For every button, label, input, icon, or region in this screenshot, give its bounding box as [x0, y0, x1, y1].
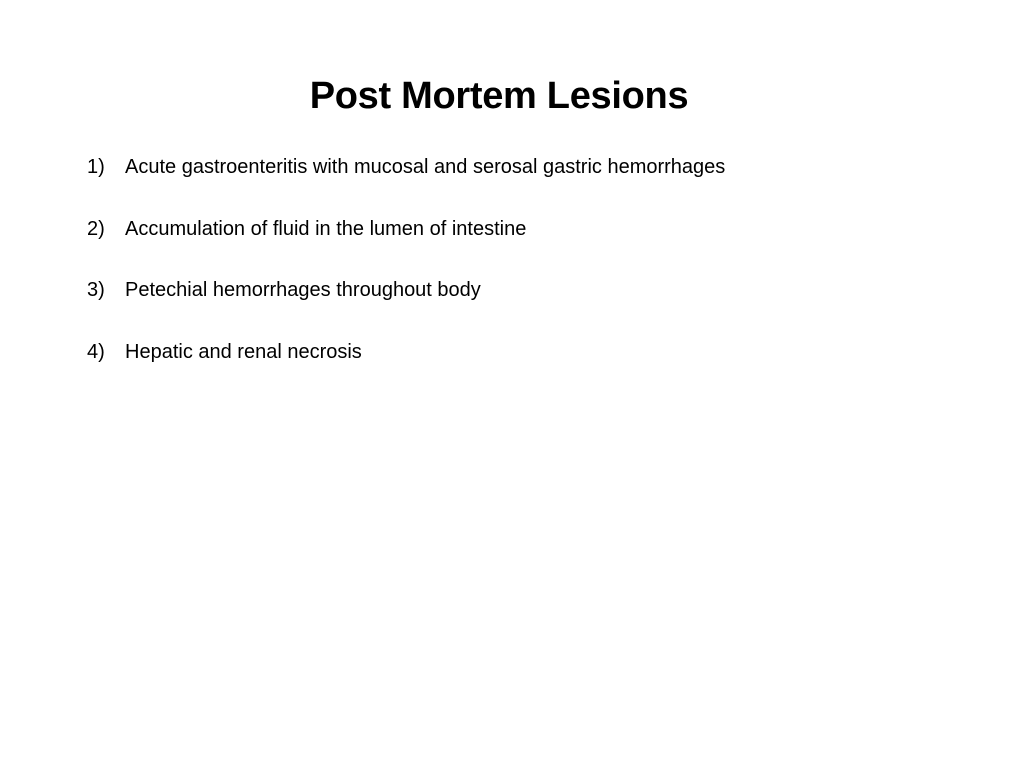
list-item-text: Petechial hemorrhages throughout body [125, 279, 481, 301]
list-item-number: 3) [87, 279, 105, 301]
lesion-list [87, 153, 725, 399]
list-item-text: Accumulation of fluid in the lumen of intestine [125, 217, 527, 240]
list-item-text: Hepatic and renal necrosis [125, 340, 362, 363]
slide-title: Post Mortem Lesions [309, 75, 689, 117]
list-item-number: 1) [87, 156, 105, 178]
list-item [87, 276, 725, 338]
list-item-number: 4) [87, 340, 105, 363]
list-item [87, 338, 725, 400]
list-item-number: 2) [87, 217, 105, 240]
list-item-text: Acute gastroenteritis with mucosal and serosal gastric hemorrhages [125, 156, 726, 178]
list-item [87, 153, 725, 215]
list-item [87, 215, 725, 277]
